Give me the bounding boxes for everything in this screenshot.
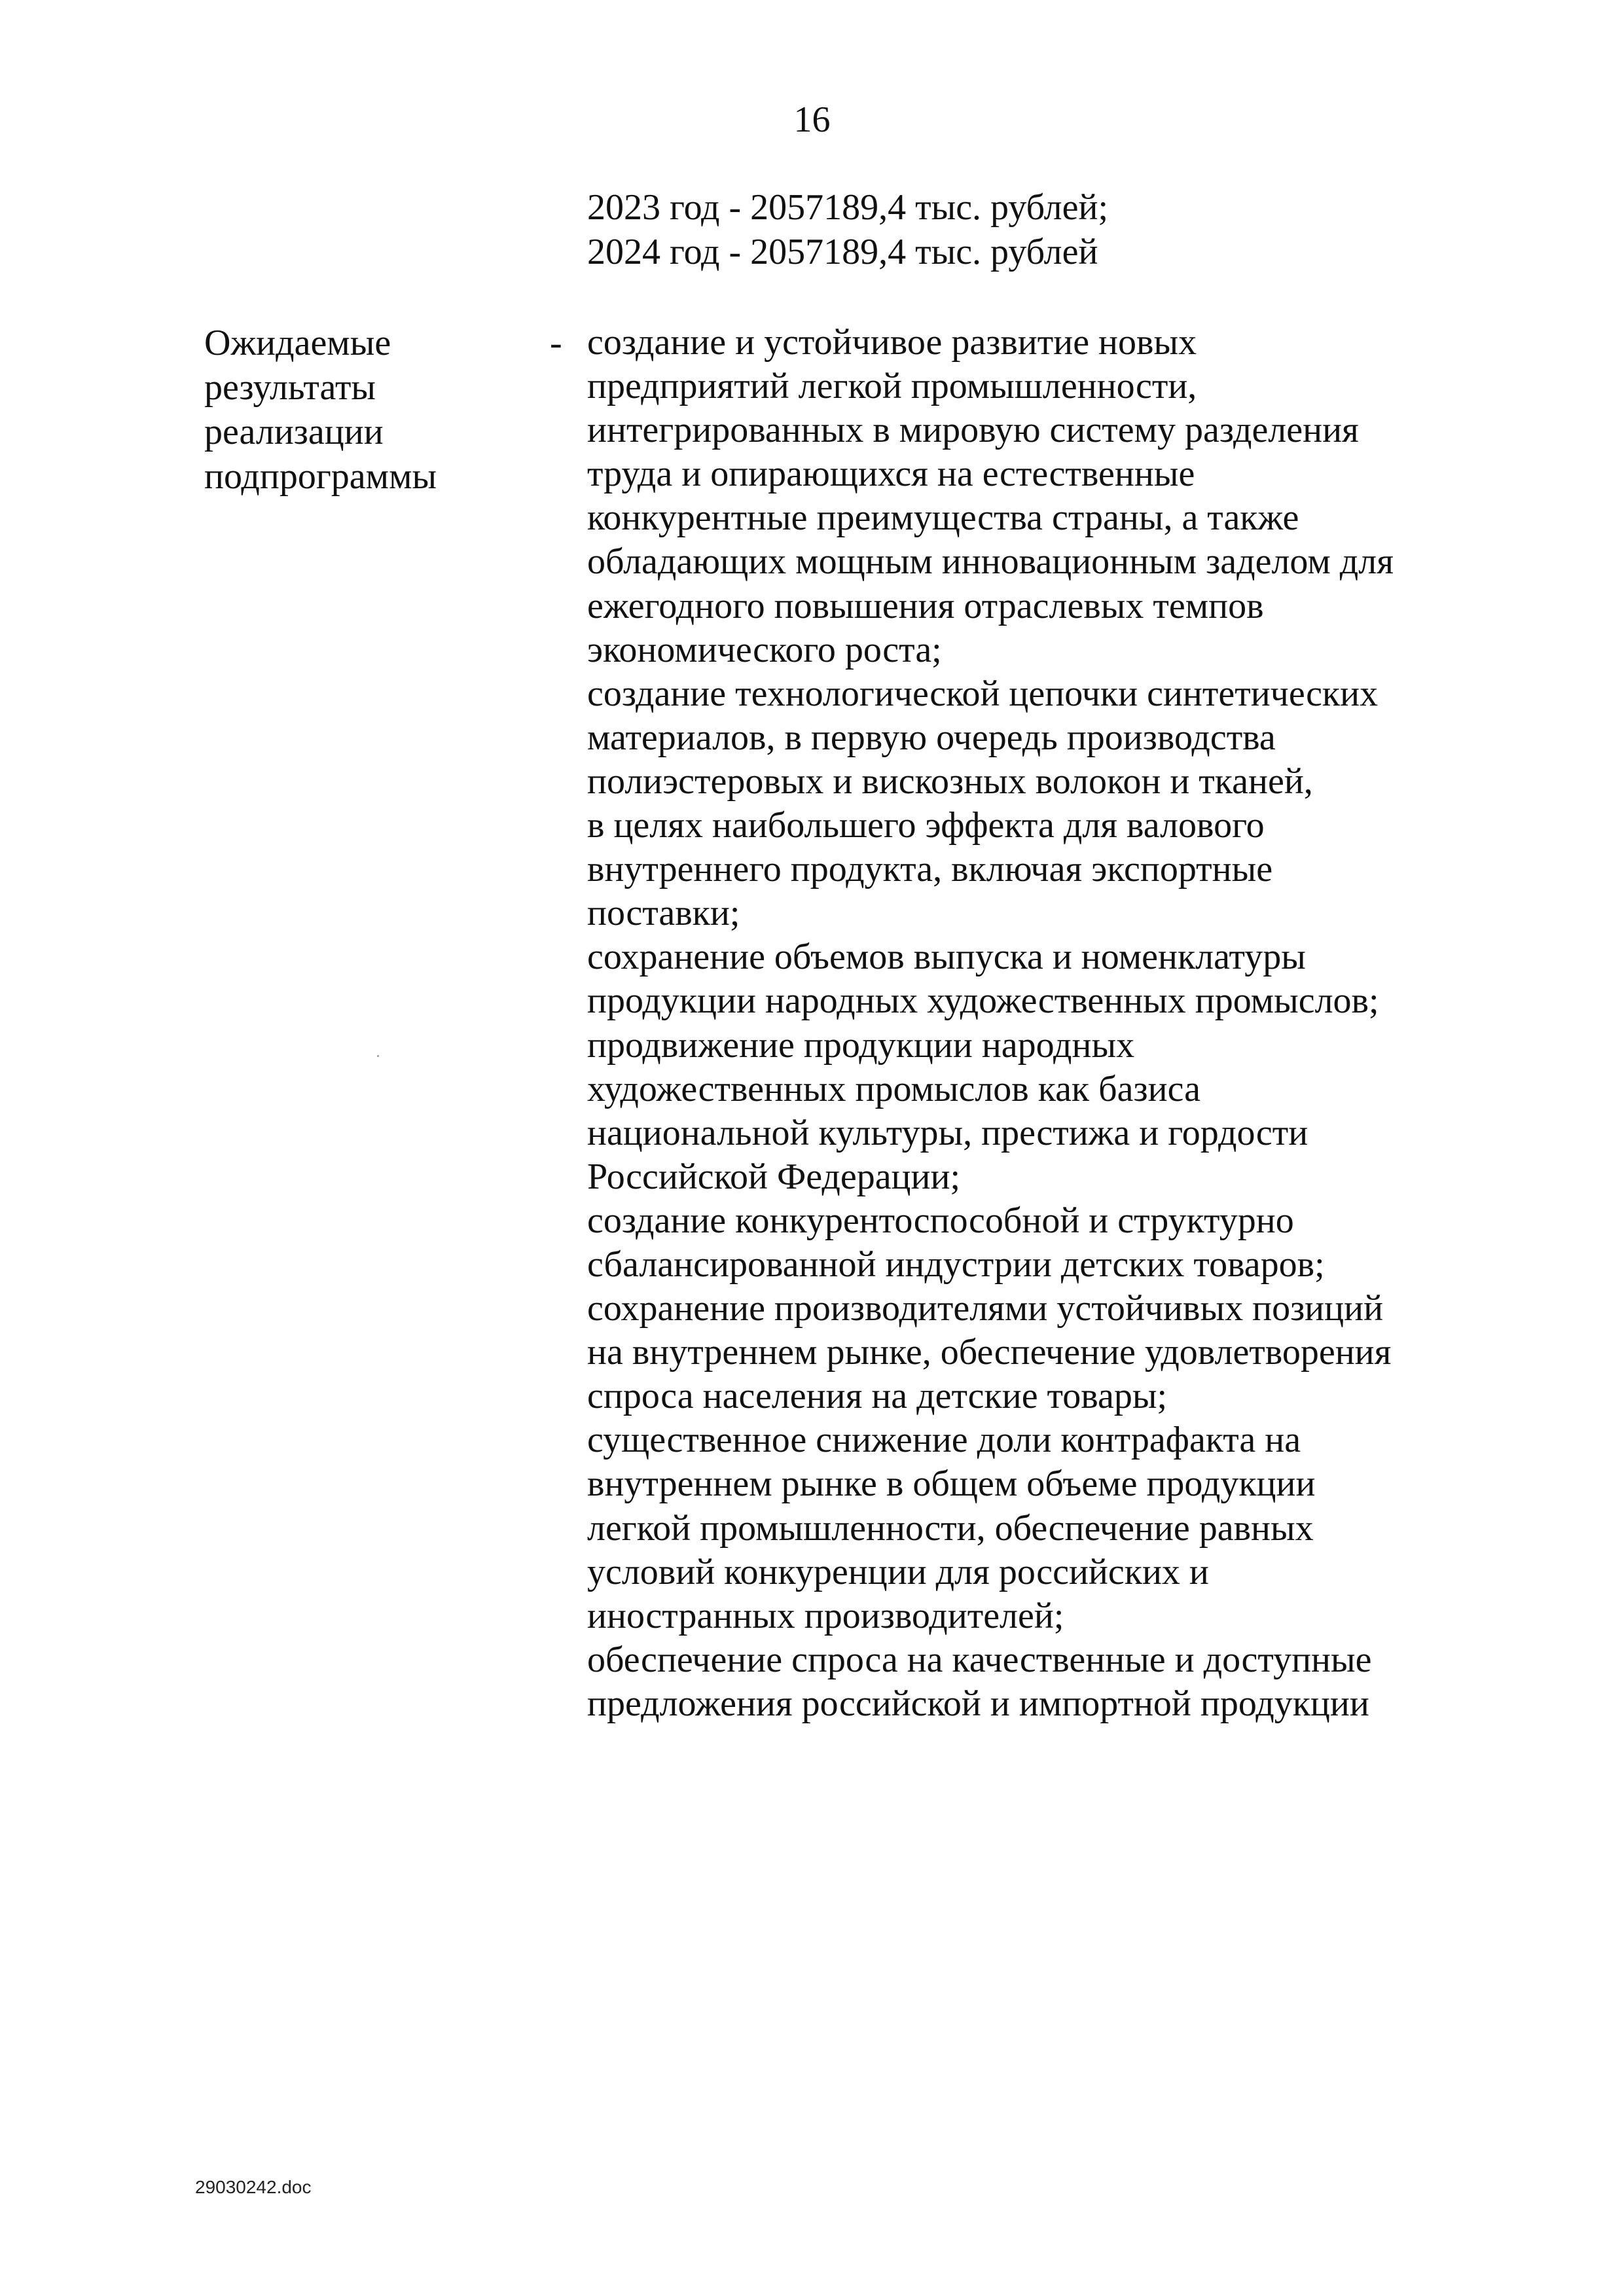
result-line: создание конкурентоспособной и структурно	[587, 1200, 1294, 1241]
result-line: спроса населения на детские товары;	[587, 1376, 1168, 1417]
result-line: сбалансированной индустрии детских товаров;	[587, 1244, 1325, 1285]
result-line: обеспечение спроса на качественные и доступные	[587, 1639, 1372, 1680]
footer-filename: 29030242.doc	[195, 2177, 312, 2197]
section-label-line: Ожидаемые	[204, 323, 391, 363]
result-line: условий конкуренции для российских и	[587, 1551, 1209, 1592]
result-line: внутреннем рынке в общем объеме продукции	[587, 1463, 1316, 1505]
expected-results-text	[587, 321, 1394, 1726]
result-line: на внутреннем рынке, обеспечение удовлетворения	[587, 1332, 1392, 1373]
result-line: Российской Федерации;	[587, 1156, 961, 1197]
separator-dash: -	[550, 323, 562, 363]
section-label-line: подпрограммы	[204, 456, 437, 497]
result-line: продвижение продукции народных	[587, 1024, 1135, 1066]
result-line: иностранных производителей;	[587, 1595, 1064, 1636]
result-line: экономического роста;	[587, 629, 942, 670]
funding-block	[587, 185, 1108, 274]
result-line: создание и устойчивое развитие новых	[587, 322, 1197, 363]
result-line: полиэстеровых и вискозных волокон и тканей,	[587, 761, 1313, 802]
result-line: легкой промышленности, обеспечение равных	[587, 1507, 1314, 1549]
result-line: поставки;	[587, 893, 740, 934]
result-line: продукции народных художественных промыслов;	[587, 980, 1379, 1022]
funding-line-2023: 2023 год - 2057189,4 тыс. рублей;	[587, 187, 1109, 228]
result-line: сохранение производителями устойчивых позиций	[587, 1288, 1384, 1329]
result-line: конкурентные преимущества страны, а также	[587, 497, 1299, 539]
result-line: ежегодного повышения отраслевых темпов	[587, 585, 1264, 626]
section-label-line: результаты	[204, 367, 376, 408]
scan-speck	[377, 1055, 379, 1057]
result-line: интегрированных в мировую систему разделения	[587, 410, 1359, 451]
result-line: в целях наибольшего эффекта для валового	[587, 805, 1265, 846]
result-line: предложения российской и импортной продукции	[587, 1683, 1369, 1724]
result-line: национальной культуры, престижа и гордости	[587, 1112, 1308, 1153]
section-label	[204, 321, 492, 499]
result-line: создание технологической цепочки синтетических	[587, 673, 1379, 714]
result-line: внутреннего продукта, включая экспортные	[587, 849, 1273, 890]
result-line: существенное снижение доли контрафакта на	[587, 1420, 1301, 1461]
result-line: предприятий легкой промышленности,	[587, 366, 1197, 407]
result-line: сохранение объемов выпуска и номенклатуры	[587, 937, 1306, 978]
result-line: труда и опирающихся на естественные	[587, 454, 1195, 495]
funding-line-2024: 2024 год - 2057189,4 тыс. рублей	[587, 232, 1098, 272]
section-label-line: реализации	[204, 412, 384, 452]
result-line: материалов, в первую очередь производства	[587, 717, 1276, 758]
page-number: 16	[793, 99, 831, 140]
result-line: обладающих мощным инновационным заделом для	[587, 541, 1394, 583]
result-line: художественных промыслов как базиса	[587, 1068, 1200, 1109]
